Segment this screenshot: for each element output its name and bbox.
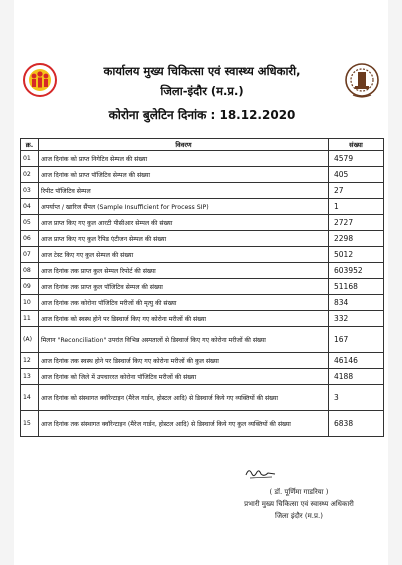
row-value: 4188 [329, 369, 384, 385]
row-value: 3 [329, 385, 384, 411]
header-count: संख्या [329, 139, 384, 151]
table-row [21, 279, 384, 295]
table-row [21, 199, 384, 215]
row-description: आज दिनांक को स्वस्थ होने पर डिस्चार्ज किए गए कोरोना मरीजों की संख्या [39, 311, 329, 327]
row-description: आज दिनांक को प्राप्त निगेटिव सेम्पल की संख्या [39, 151, 329, 167]
row-serial: 02 [21, 167, 39, 183]
table-row [21, 151, 384, 167]
row-description: अपर्याप्त / खारिज सैंपल (Sample Insufficient for Process SIP) [39, 199, 329, 215]
row-value: 405 [329, 167, 384, 183]
row-value: 27 [329, 183, 384, 199]
national-health-mission-logo [22, 62, 58, 98]
row-serial: 07 [21, 247, 39, 263]
signatory-district: जिला इंदौर (म.प्र.) [275, 512, 323, 520]
row-description: आज प्राप्त किए गए कुल रैपिड एंटीजन सेम्पल की संख्या [39, 231, 329, 247]
bulletin-table [20, 138, 384, 437]
row-serial: 10 [21, 295, 39, 311]
row-serial: 15 [21, 411, 39, 437]
table-row [21, 295, 384, 311]
row-serial: 11 [21, 311, 39, 327]
table-row [21, 215, 384, 231]
table-row [21, 167, 384, 183]
table-header-row [21, 139, 384, 151]
row-description: रिपीट पॉजिटिव सेम्पल [39, 183, 329, 199]
bulletin-title: कोरोना बुलेटिन दिनांक : 18.12.2020 [108, 108, 296, 122]
signatory-designation: प्रभारी मुख्य चिकित्सा एवं स्वास्थ्य अधिकारी [244, 500, 354, 508]
row-value: 167 [329, 327, 384, 353]
row-description: आज प्राप्त किए गए कुल आरटी पीसीआर सेम्पल की संख्या [39, 215, 329, 231]
signatory-name: ( डॉ. पूर्णिमा गाडरिया ) [269, 488, 329, 496]
handwritten-signature [244, 465, 278, 481]
table-row [21, 369, 384, 385]
row-serial: 04 [21, 199, 39, 215]
row-value: 6838 [329, 411, 384, 437]
table-row [21, 263, 384, 279]
row-value: 4579 [329, 151, 384, 167]
table-row [21, 385, 384, 411]
row-value: 1 [329, 199, 384, 215]
madhya-pradesh-emblem [344, 62, 380, 100]
row-description: आज दिनांक को जिले में उपचाररत कोरोना पॉजिटिव मरीजों की संख्या [39, 369, 329, 385]
header-serial: क्र. [21, 139, 39, 151]
row-serial: 14 [21, 385, 39, 411]
row-description: आज दिनांक तक प्राप्त कुल सेम्पल रिपोर्ट की संख्या [39, 263, 329, 279]
table-row [21, 327, 384, 353]
table-row [21, 247, 384, 263]
row-serial: 03 [21, 183, 39, 199]
office-title: कार्यालय मुख्य चिकित्सा एवं स्वास्थ्य अधिकारी, [103, 64, 301, 78]
row-description: आज दिनांक तक प्राप्त कुल पॉजिटिव सेम्पल की संख्या [39, 279, 329, 295]
row-value: 2298 [329, 231, 384, 247]
row-serial: (A) [21, 327, 39, 353]
row-serial: 01 [21, 151, 39, 167]
row-serial: 06 [21, 231, 39, 247]
district-title: जिला-इंदौर (म.प्र.) [160, 84, 244, 98]
row-description: मिलान "Reconciliation" उपरांत विभिन्न अस्पतालों से डिस्चार्ज किए गए कोरोना मरीजों की संख्या [39, 327, 329, 353]
row-serial: 05 [21, 215, 39, 231]
row-value: 51168 [329, 279, 384, 295]
table-row [21, 231, 384, 247]
header-description: विवरण [39, 139, 329, 151]
table-row [21, 353, 384, 369]
row-description: आज टेस्ट किए गए कुल सेम्पल की संख्या [39, 247, 329, 263]
row-description: आज दिनांक को प्राप्त पॉजिटिव सेम्पल की संख्या [39, 167, 329, 183]
table-row [21, 411, 384, 437]
row-description: आज दिनांक तक संस्थागत क्वॉरेन्टाइन (मैरेज गार्डन, होस्टल आदि) से डिस्चार्ज किये गए कुल व्यक्तियों की संख्या [39, 411, 329, 437]
row-value: 2727 [329, 215, 384, 231]
row-serial: 09 [21, 279, 39, 295]
table-row [21, 183, 384, 199]
table-row [21, 311, 384, 327]
row-description: आज दिनांक को संस्थागत क्वॉरेन्टाइन (मैरेज गार्डन, होस्टल आदि) से डिस्चार्ज किये गए व्यक्तियों की संख्या [39, 385, 329, 411]
document-sheet [14, 0, 388, 565]
row-serial: 08 [21, 263, 39, 279]
row-value: 5012 [329, 247, 384, 263]
row-value: 603952 [329, 263, 384, 279]
row-serial: 13 [21, 369, 39, 385]
row-value: 46146 [329, 353, 384, 369]
row-value: 834 [329, 295, 384, 311]
row-description: आज दिनांक तक स्वस्थ होने पर डिस्चार्ज किए गए कोरोना मरीजों की कुल संख्या [39, 353, 329, 369]
row-value: 332 [329, 311, 384, 327]
row-serial: 12 [21, 353, 39, 369]
row-description: आज दिनांक तक कोरोना पॉजिटिव मरीजों की मृत्यु की संख्या [39, 295, 329, 311]
